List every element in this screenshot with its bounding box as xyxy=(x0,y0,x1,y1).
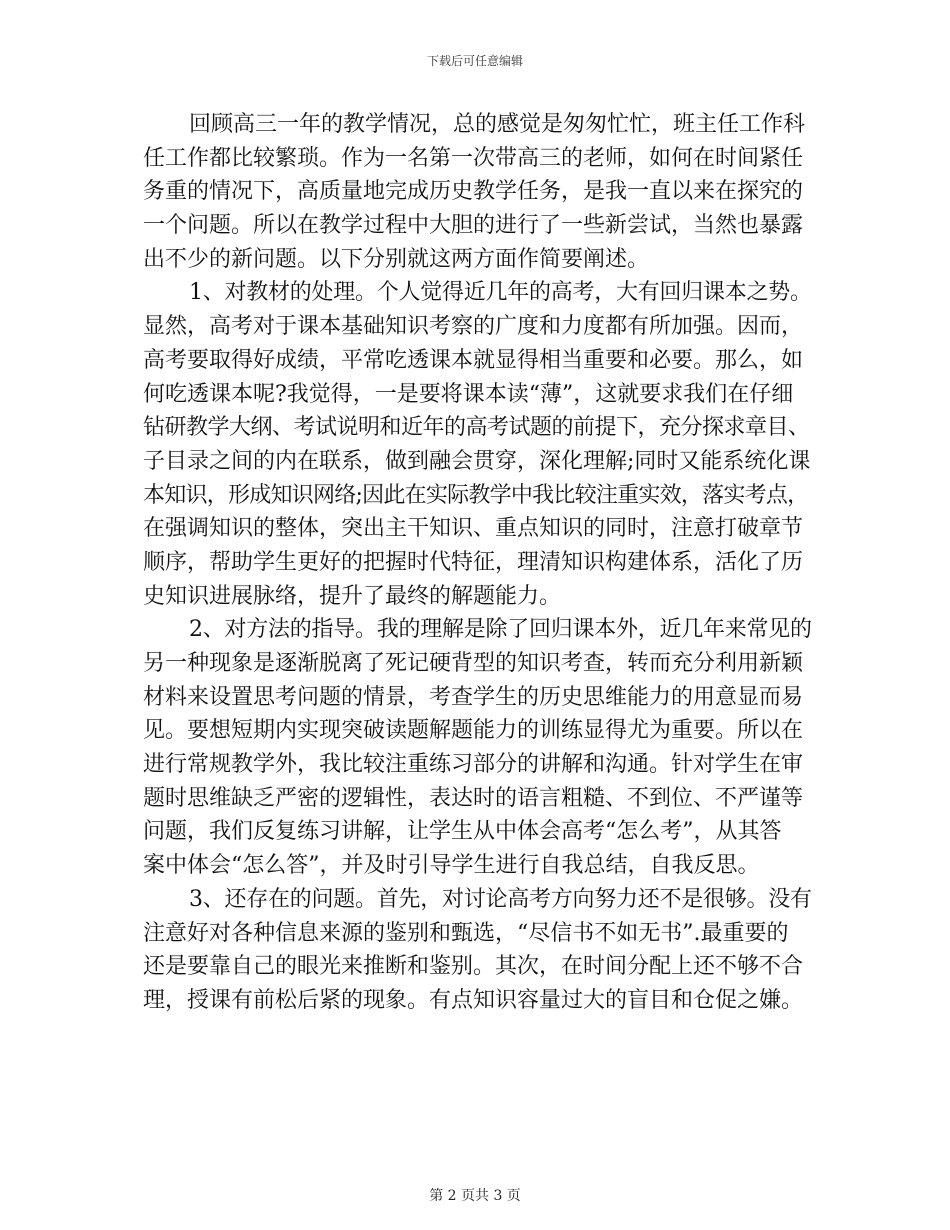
text-line: 显然，高考对于课本基础知识考察的广度和力度都有所加强。因而， xyxy=(143,314,804,340)
text-line: 高考要取得好成绩，平常吃透课本就显得相当重要和必要。那么，如 xyxy=(143,347,804,373)
document-body xyxy=(143,108,815,1018)
text-line: 理，授课有前松后紧的现象。有点知识容量过大的盲目和仓促之嫌。 xyxy=(143,987,804,1013)
text-line: 史知识进展脉络，提升了最终的解题能力。 xyxy=(143,583,562,609)
paragraph-method xyxy=(143,613,815,883)
text-line: 任工作都比较繁琐。作为一名第一次带高三的老师，如何在时间紧任 xyxy=(143,145,804,171)
header-note: 下载后可任意编辑 xyxy=(426,54,523,68)
text-line: 务重的情况下，高质量地完成历史教学任务，是我一直以来在探究的 xyxy=(143,179,804,205)
text-line: 问题，我们反复练习讲解，让学生从中体会高考“怎么考”，从其答 xyxy=(143,819,782,845)
paragraph-intro xyxy=(143,108,815,276)
page-number: 第 2 页共 3 页 xyxy=(429,1188,521,1204)
text-line: 还是要靠自己的眼光来推断和鉴别。其次，在时间分配上还不够不合 xyxy=(143,954,804,980)
text-line: 3、还存在的问题。首先，对讨论高考方向努力还不是很够。没有 xyxy=(189,886,812,912)
text-line: 另一种现象是逐渐脱离了死记硬背型的知识考查，转而充分利用新颖 xyxy=(143,651,804,676)
text-line: 见。要想短期内实现突破读题解题能力的训练显得尤为重要。所以在 xyxy=(143,718,804,744)
text-line: 2、对方法的指导。我的理解是除了回归课本外，近几年来常见的 xyxy=(189,617,812,643)
text-line: 钻研教学大纲、考试说明和近年的高考试题的前提下，充分探求章目、 xyxy=(143,415,810,441)
paragraph-textbook xyxy=(143,276,815,613)
text-line: 一个问题。所以在教学过程中大胆的进行了一些新尝试，当然也暴露 xyxy=(143,213,804,239)
text-line: 本知识，形成知识网络;因此在实际教学中我比较注重实效，落实考点， xyxy=(143,482,809,508)
text-line: 案中体会“怎么答”，并及时引导学生进行自我总结，自我反思。 xyxy=(143,853,760,879)
text-line: 顺序，帮助学生更好的把握时代特征，理清知识构建体系，活化了历 xyxy=(143,549,804,575)
text-line: 题时思维缺乏严密的逻辑性，表达时的语言粗糙、不到位、不严谨等 xyxy=(143,785,804,811)
text-line: 何吃透课本呢?我觉得，一是要将课本读“薄”，这就要求我们在仔细 xyxy=(143,381,794,407)
text-line: 子目录之间的内在联系，做到融会贯穿，深化理解;同时又能系统化课 xyxy=(143,448,811,474)
paragraph-problems xyxy=(143,883,815,1018)
text-line: 注意好对各种信息来源的鉴别和甄选，“尽信书不如无书”.最重要的 xyxy=(143,920,789,946)
text-line: 材料来设置思考问题的情景，考查学生的历史思维能力的用意显而易 xyxy=(143,684,804,710)
text-line: 在强调知识的整体，突出主干知识、重点知识的同时，注意打破章节 xyxy=(143,516,804,542)
text-line: 进行常规教学外，我比较注重练习部分的讲解和沟通。针对学生在审 xyxy=(143,752,804,778)
text-line: 1、对教材的处理。个人觉得近几年的高考，大有回归课本之势。 xyxy=(189,280,812,306)
text-line: 回顾高三一年的教学情况，总的感觉是匆匆忙忙，班主任工作科 xyxy=(189,112,806,137)
text-line: 出不少的新问题。以下分别就这两方面作简要阐述。 xyxy=(143,246,650,272)
